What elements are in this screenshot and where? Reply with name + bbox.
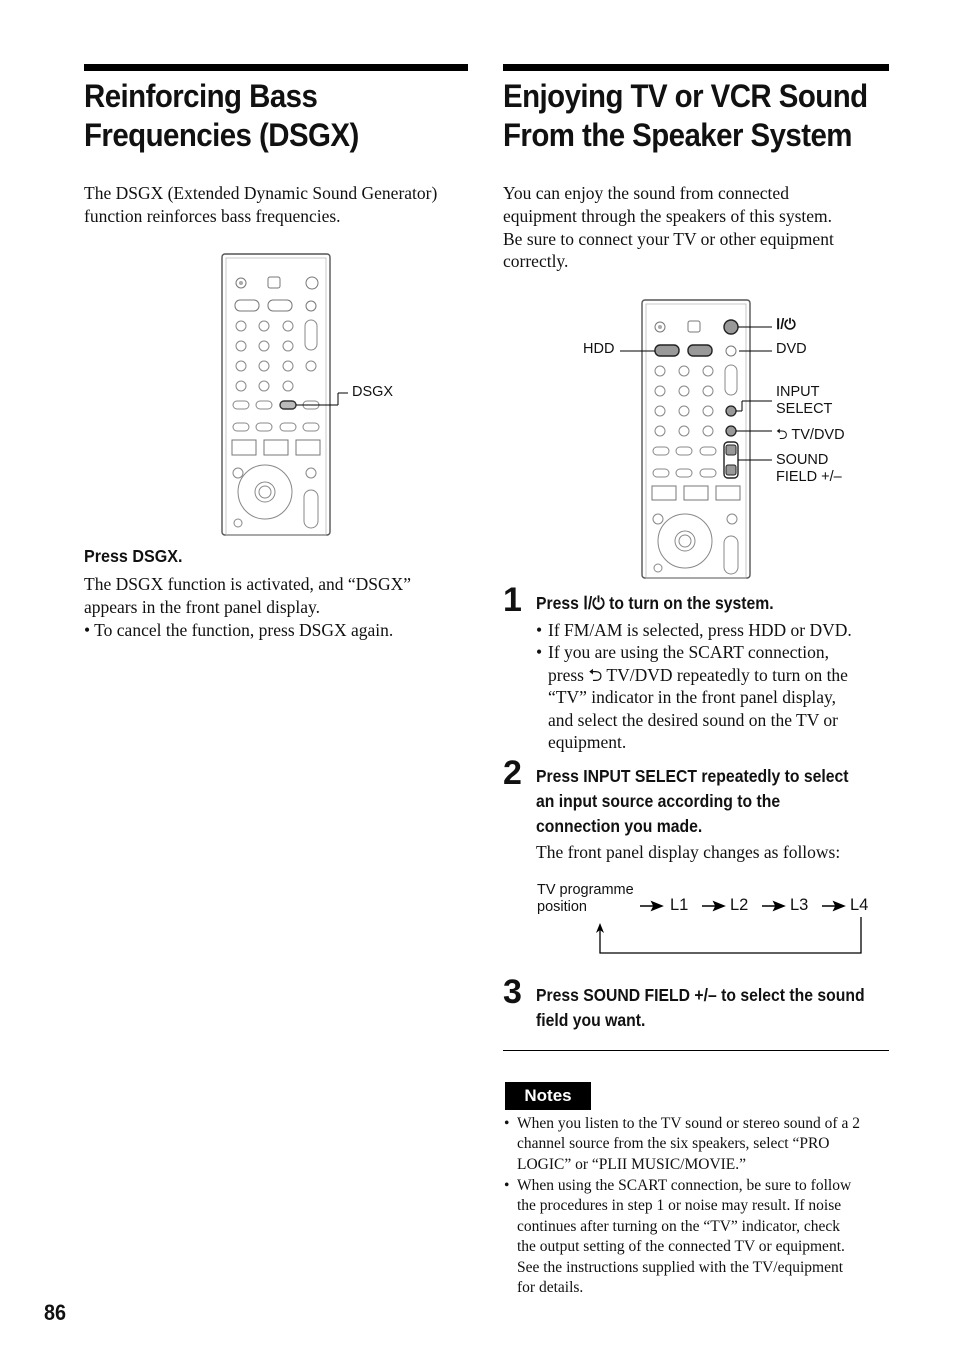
hdd-label: HDD	[583, 341, 615, 357]
dsgx-result-line1: The DSGX function is activated, and “DSGX”	[84, 574, 412, 594]
step-1-bullet-2-line2: press ⮌ TV/DVD repeatedly to turn on the	[548, 664, 848, 685]
note-2-line5: See the instructions supplied with the TV/equipment	[517, 1258, 844, 1276]
step-2-heading-line2: an input source according to the	[536, 791, 781, 811]
step-3-heading-line1: Press SOUND FIELD +/– to select the sound	[536, 985, 865, 1005]
step-1-bullet-2	[536, 641, 893, 754]
dsgx-result	[84, 573, 474, 641]
step-1-bullet-2-line4: and select the desired sound on the TV or	[548, 709, 838, 730]
notes-divider	[503, 1050, 889, 1051]
note-1-line2: channel source from the six speakers, select “PRO	[517, 1135, 830, 1153]
sound-field-label-line1: SOUND	[776, 452, 829, 468]
left-intro-line2: function reinforces bass frequencies.	[84, 205, 341, 226]
step-1-bullet-2-line3: “TV” indicator in the front panel display,	[548, 687, 837, 708]
step-3-heading-line2: field you want.	[536, 1010, 646, 1030]
flow-item-l3: L3	[790, 896, 809, 914]
flow-start-line2: position	[537, 899, 587, 915]
left-title-line2: Frequencies (DSGX)	[84, 117, 359, 153]
step-1-bullet-1	[536, 619, 852, 642]
notes-badge: Notes	[505, 1082, 591, 1110]
left-title-rule	[84, 64, 468, 71]
bullet-dot: •	[536, 620, 543, 640]
step-3-number: 3	[503, 973, 522, 1011]
step-1-bullet-2-line5: equipment.	[548, 732, 627, 753]
right-intro-line2: equipment through the speakers of this system.	[503, 205, 833, 226]
right-intro-line3: Be sure to connect your TV or other equipment	[503, 228, 834, 249]
press-dsgx-heading: Press DSGX.	[84, 546, 183, 566]
left-intro	[84, 182, 474, 228]
note-2-line4: the output setting of the connected TV or equipment.	[517, 1238, 845, 1256]
note-1	[504, 1114, 897, 1175]
right-intro-line4: correctly.	[503, 251, 569, 272]
power-label: Ⅰ/⏻	[776, 317, 796, 333]
flow-item-l2: L2	[730, 896, 749, 914]
bullet-dot: •	[536, 642, 543, 662]
step-1-bullet-1-text: If FM/AM is selected, press HDD or DVD.	[548, 620, 852, 640]
input-select-label-line1: INPUT	[776, 384, 820, 400]
tv-dvd-label: ⮌ TV/DVD	[776, 427, 845, 443]
note-2-line2: the procedures in step 1 or noise may result. If noise	[517, 1197, 842, 1215]
note-1-line3: LOGIC” or “PLII MUSIC/MOVIE.”	[517, 1155, 747, 1173]
sound-field-label	[776, 452, 842, 486]
step-1-bullet-2-line1: If you are using the SCART connection,	[548, 642, 830, 662]
flow-item-l1: L1	[670, 896, 689, 914]
right-title	[503, 77, 868, 155]
page-number: 86	[44, 1300, 67, 1325]
dsgx-result-line2: appears in the front panel display.	[84, 596, 321, 617]
left-title	[84, 77, 359, 155]
step-2-number: 2	[503, 754, 522, 792]
input-select-label	[776, 384, 832, 418]
step-1-number: 1	[503, 581, 522, 619]
left-intro-line1: The DSGX (Extended Dynamic Sound Generator)	[84, 183, 438, 203]
sound-field-label-line2: FIELD +/–	[776, 469, 842, 485]
bullet-dot: •	[504, 1115, 510, 1132]
right-intro-line1: You can enjoy the sound from connected	[503, 183, 789, 203]
left-title-line1: Reinforcing Bass	[84, 78, 318, 114]
dsgx-label: DSGX	[352, 384, 394, 400]
flow-item-l4: L4	[850, 896, 869, 914]
right-intro	[503, 182, 893, 273]
step-2-heading	[536, 764, 848, 839]
step-2-heading-line3: connection you made.	[536, 816, 703, 836]
right-title-line2: From the Speaker System	[503, 117, 852, 153]
step-1-heading: Press Ⅰ/⏻ to turn on the system.	[536, 593, 774, 613]
note-2-line6: for details.	[517, 1279, 584, 1297]
note-1-line1: When you listen to the TV sound or stereo sound of a 2	[517, 1115, 860, 1132]
input-select-label-line2: SELECT	[776, 401, 833, 417]
step-2-heading-line1: Press INPUT SELECT repeatedly to select	[536, 766, 849, 786]
note-2	[504, 1176, 897, 1298]
dsgx-cancel-line: • To cancel the function, press DSGX again.	[84, 619, 394, 640]
step-3-heading	[536, 983, 865, 1033]
bullet-dot: •	[504, 1177, 510, 1194]
flow-start-line1: TV programme	[537, 882, 634, 898]
dvd-label: DVD	[776, 341, 807, 357]
note-2-line1: When using the SCART connection, be sure to follow	[517, 1177, 852, 1194]
right-title-rule	[503, 64, 889, 71]
right-remote-illustration	[620, 298, 780, 580]
step-2-body: The front panel display changes as follows:	[536, 842, 841, 862]
right-title-line1: Enjoying TV or VCR Sound	[503, 78, 868, 114]
note-2-line3: continues after turning on the “TV” indicator, check	[517, 1217, 841, 1235]
